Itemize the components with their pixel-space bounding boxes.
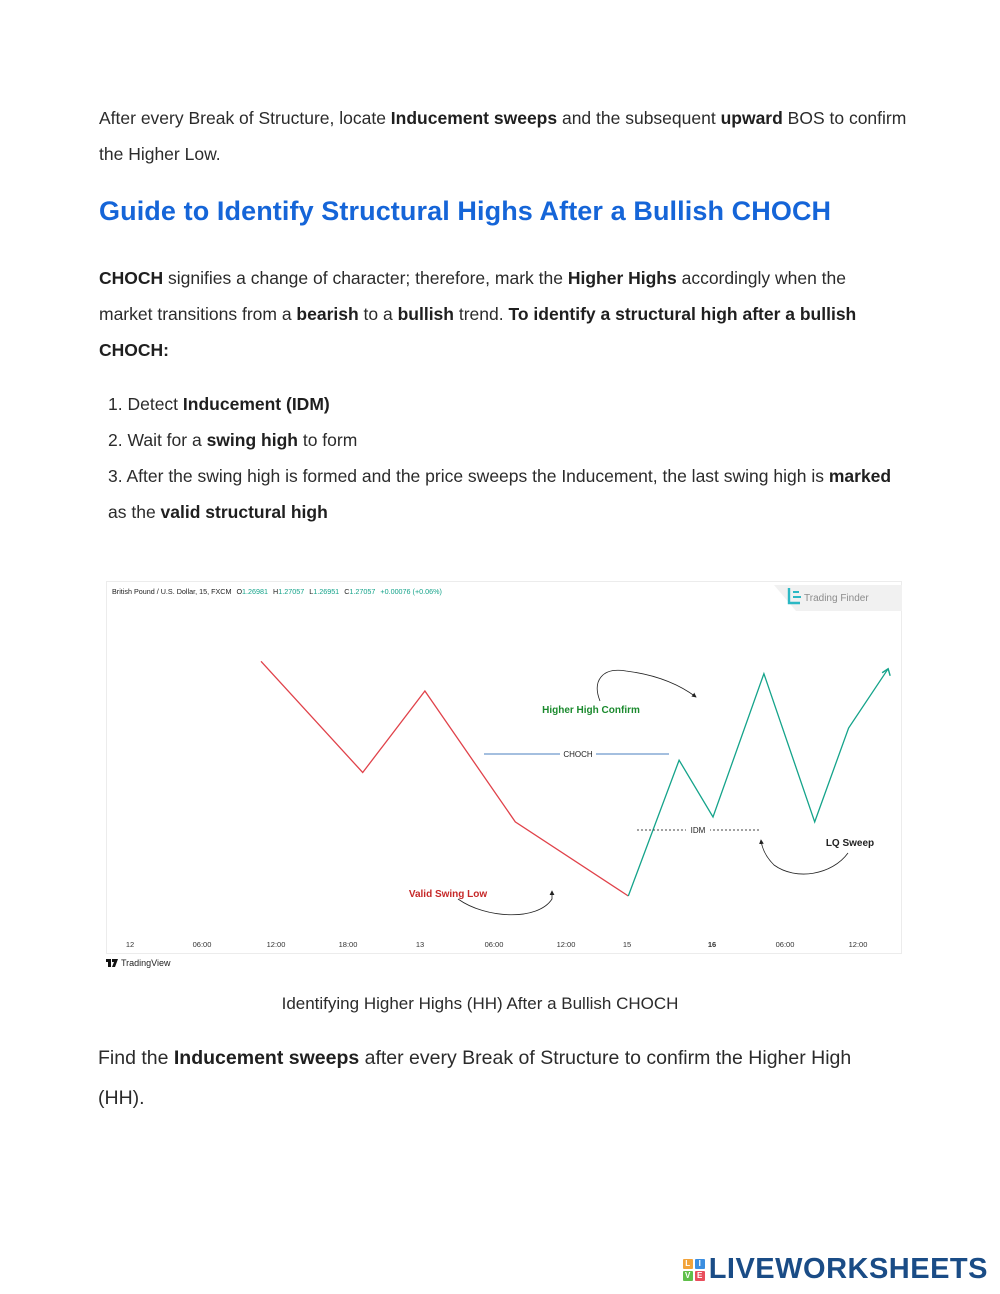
lw-block: I	[695, 1259, 705, 1269]
para2-text-1: signifies a change of character; therefore, mark the	[163, 268, 568, 288]
higher-high-label: Higher High Confirm	[542, 705, 640, 716]
lw-block: E	[695, 1271, 705, 1281]
intro-bold-inducement: Inducement sweeps	[390, 108, 558, 128]
choch-label: CHOCH	[563, 750, 593, 759]
chart-symbol: British Pound / U.S. Dollar, 15, FXCM	[112, 587, 232, 596]
x-tick-label: 12	[125, 940, 135, 949]
step-number: 2.	[108, 430, 123, 450]
step-text: to form	[297, 430, 358, 450]
lw-block: L	[683, 1259, 693, 1269]
para2-bold-bullish: bullish	[397, 304, 454, 324]
para2-bold-higher-highs: Higher Highs	[567, 268, 677, 288]
closing-paragraph	[98, 1038, 898, 1118]
chart-open: 1.26981	[242, 587, 269, 596]
step-bold: marked	[828, 466, 892, 486]
step-text: Wait for a	[122, 430, 207, 450]
x-tick-label: 06:00	[484, 940, 504, 949]
intro-text-1: After every Break of Structure, locate	[99, 108, 391, 128]
chart-h-label: H	[273, 587, 279, 596]
step-text: as the	[108, 502, 161, 522]
x-tick-label: 06:00	[192, 940, 212, 949]
chart-svg	[106, 581, 902, 954]
idm-label: IDM	[690, 826, 706, 835]
x-tick-label: 18:00	[338, 940, 358, 949]
x-tick-label: 16	[707, 940, 717, 949]
valid-swing-low-label: Valid Swing Low	[408, 889, 488, 900]
chart-o-label: O	[236, 587, 243, 596]
x-tick-label: 12:00	[848, 940, 868, 949]
step-bold: swing high	[206, 430, 298, 450]
step-number: 3.	[108, 466, 123, 486]
liveworksheets-logo	[683, 1253, 988, 1286]
step-bold: Inducement (IDM)	[182, 394, 330, 414]
figure-caption: Identifying Higher Highs (HH) After a Bullish CHOCH	[281, 994, 679, 1013]
x-tick-label: 12:00	[266, 940, 286, 949]
chart-c-label: C	[344, 587, 350, 596]
step-number: 1.	[108, 394, 123, 414]
step-text: Detect	[122, 394, 183, 414]
liveworksheets-icon	[683, 1259, 705, 1281]
para3-text-2: after every Break of Structure to confirm the Higher High (HH).	[98, 1047, 852, 1109]
section-heading: Guide to Identify Structural Highs After a Bullish CHOCH	[99, 196, 832, 226]
para2-bold-choch: CHOCH	[99, 268, 164, 288]
steps-list	[108, 386, 908, 530]
brand-name: Trading Finder	[804, 593, 869, 604]
x-tick-label: 06:00	[775, 940, 795, 949]
intro-text-2: and the subsequent	[557, 108, 721, 128]
step-bold: valid structural high	[160, 502, 328, 522]
tradingview-logo	[106, 958, 171, 968]
para2-text-3: to a	[358, 304, 398, 324]
chart-change: +0.00076 (+0.06%)	[380, 587, 442, 596]
para2-bold-structural-high: To identify a structural high after a bullish CHOCH:	[99, 304, 857, 360]
step-item	[108, 422, 908, 458]
choch-paragraph	[99, 260, 899, 368]
step-item	[108, 458, 908, 530]
chart-high: 1.27057	[278, 587, 305, 596]
step-item	[108, 386, 908, 422]
chart	[106, 581, 902, 954]
tradingview-icon	[106, 959, 118, 967]
tradingview-text: TradingView	[121, 958, 171, 968]
para2-bold-bearish: bearish	[296, 304, 359, 324]
para3-text-1: Find the	[98, 1047, 174, 1069]
para2-text-4: trend.	[453, 304, 509, 324]
chart-l-label: L	[309, 587, 314, 596]
para3-bold-inducement: Inducement sweeps	[173, 1047, 360, 1069]
para2-text-2: accordingly when the market transitions from a	[99, 268, 847, 324]
x-tick-label: 13	[415, 940, 425, 949]
chart-header	[112, 587, 442, 596]
chart-close: 1.27057	[349, 587, 376, 596]
x-tick-label: 12:00	[556, 940, 576, 949]
chart-low: 1.26951	[313, 587, 340, 596]
lq-sweep-label: LQ Sweep	[825, 838, 875, 849]
intro-paragraph	[99, 100, 909, 172]
intro-bold-upward: upward	[720, 108, 783, 128]
liveworksheets-wordmark: LIVEWORKSHEETS	[708, 1253, 988, 1285]
intro-text-3: BOS to confirm the Higher Low.	[99, 108, 907, 164]
chart-frame	[107, 582, 902, 954]
x-tick-label: 15	[622, 940, 632, 949]
step-text: After the swing high is formed and the price sweeps the Inducement, the last swing high is	[122, 466, 829, 486]
lw-block: V	[683, 1271, 693, 1281]
